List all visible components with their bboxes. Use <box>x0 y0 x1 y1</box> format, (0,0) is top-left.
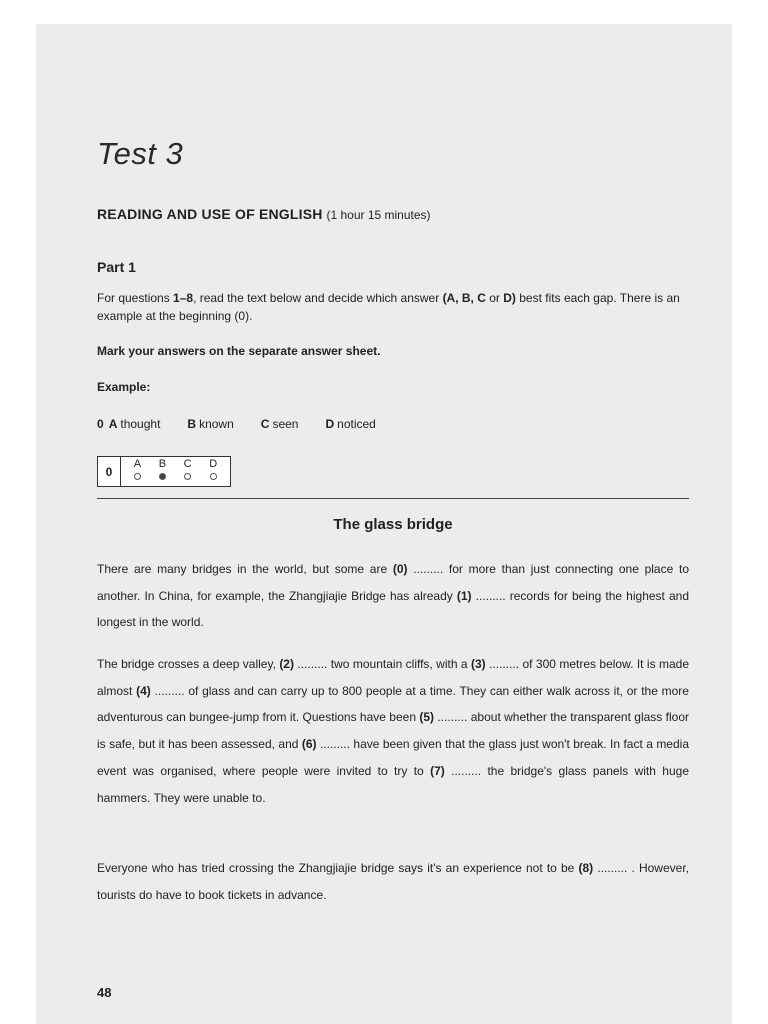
instructions-text: best fits each gap. There is an example at the beginning (0). <box>97 291 680 323</box>
instructions-range: 1–8 <box>173 291 194 305</box>
instructions-options: (A, B, C <box>442 291 486 305</box>
example-number: 0 <box>97 417 104 431</box>
example-option-c <box>261 417 299 431</box>
text-paragraph <box>97 556 689 636</box>
answer-letter: C <box>183 458 192 470</box>
paragraph-text: ......... for more than just connecting one place to another. In China, for example, the Zhangjiajie Bridge has already <box>97 562 689 603</box>
gap-number: (8) <box>578 861 594 875</box>
example-option-a <box>109 417 161 431</box>
gap-number: (0) <box>392 562 408 576</box>
gap-number: (2) <box>279 657 294 671</box>
option-letter: C <box>260 417 270 431</box>
paragraph-text: Everyone who has tried crossing the Zhangjiajie bridge says it's an experience not to be <box>97 861 579 875</box>
mark-answers-note: Mark your answers on the separate answer sheet. <box>97 344 381 358</box>
answer-letter: D <box>209 458 218 470</box>
example-answer-box <box>97 456 231 487</box>
section-heading <box>97 206 431 222</box>
option-text: known <box>199 417 234 431</box>
answer-column-b <box>159 457 166 486</box>
paragraph-text: ......... have been given that the glass just won't break. In fact a media event was organised, where people were invited to try to <box>97 737 689 778</box>
paragraph-text: The bridge crosses a deep valley, <box>97 657 280 671</box>
gap-number: (5) <box>419 710 435 725</box>
section-duration: (1 hour 15 minutes) <box>326 208 431 222</box>
text-title: The glass bridge <box>333 516 453 533</box>
paragraph-text: ......... of 300 metres below. It is made almost <box>97 657 690 698</box>
answer-bubble <box>184 473 191 480</box>
answer-box-grid <box>121 457 230 486</box>
answer-letter: B <box>158 458 167 470</box>
option-letter: A <box>108 417 118 431</box>
paragraph-text: There are many bridges in the world, but some are <box>97 562 393 576</box>
answer-bubble <box>134 473 141 480</box>
instructions-options: D) <box>503 291 516 305</box>
page-number: 48 <box>97 985 112 1000</box>
answer-column-a <box>134 457 141 486</box>
answer-column-d <box>209 457 217 486</box>
paragraph-text: ......... . However, tourists do have to book tickets in advance. <box>97 861 689 902</box>
example-options <box>97 417 403 431</box>
gap-number: (6) <box>301 737 317 752</box>
part-instructions <box>97 289 689 325</box>
section-divider <box>97 498 689 499</box>
answer-bubble <box>159 473 166 480</box>
option-letter: D <box>325 417 335 431</box>
option-letter: B <box>187 417 197 431</box>
gap-number: (4) <box>136 683 151 698</box>
answer-box-number: 0 <box>98 457 121 486</box>
paragraph-text: ......... of glass and can carry up to 800 people at a time. They can either walk across it, or the more adventurous can bungee-jump from it. Questions have been <box>97 683 689 725</box>
option-text: thought <box>120 417 161 431</box>
text-paragraph <box>97 651 689 811</box>
paragraph-text: ......... the bridge's glass panels with huge hammers. They were unable to. <box>97 763 689 805</box>
option-text: seen <box>272 417 299 431</box>
part-title: Part 1 <box>97 259 136 275</box>
gap-number: (3) <box>471 657 486 671</box>
instructions-text: , read the text below and decide which answer <box>193 291 443 305</box>
example-option-b <box>187 417 233 431</box>
answer-letter: A <box>133 458 142 470</box>
paragraph-text: ......... about whether the transparent glass floor is safe, but it has been assessed, and <box>97 710 689 752</box>
answer-column-c <box>184 457 192 486</box>
paragraph-text: ......... two mountain cliffs, with a <box>293 657 471 671</box>
text-paragraph <box>97 855 689 908</box>
example-label: Example: <box>97 380 151 394</box>
gap-number: (7) <box>430 763 445 778</box>
option-text: noticed <box>337 417 376 431</box>
example-option-d <box>325 417 375 431</box>
instructions-text: or <box>485 291 504 305</box>
answer-bubble <box>210 473 217 480</box>
section-name: READING AND USE OF ENGLISH <box>97 206 323 222</box>
gap-number: (1) <box>456 588 472 603</box>
test-title: Test 3 <box>97 136 184 171</box>
paragraph-text: ......... records for being the highest and longest in the world. <box>97 588 689 630</box>
instructions-text: For questions <box>97 291 174 305</box>
